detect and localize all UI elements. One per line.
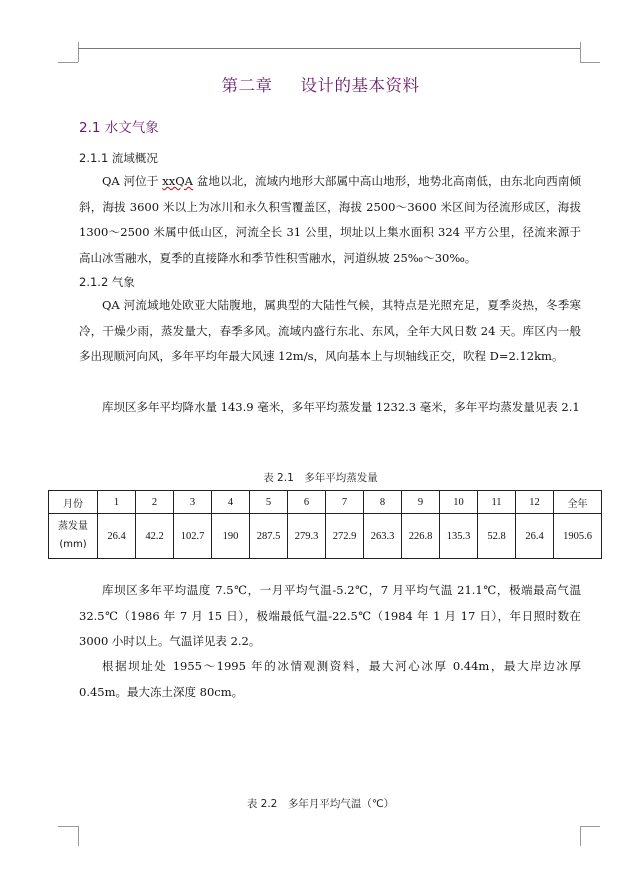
month-cell: 7 bbox=[326, 491, 364, 514]
corner-mark-top-left-v bbox=[78, 42, 79, 62]
value-cell: 279.3 bbox=[288, 514, 326, 559]
corner-mark-top-right-h bbox=[580, 62, 600, 63]
month-cell: 5 bbox=[250, 491, 288, 514]
value-cell: 135.3 bbox=[440, 514, 478, 559]
value-cell: 272.9 bbox=[326, 514, 364, 559]
value-cell: 52.8 bbox=[478, 514, 516, 559]
chapter-number: 第二章 bbox=[221, 76, 273, 95]
corner-mark-top-left-h bbox=[58, 62, 78, 63]
paragraph-temperature: 库坝区多年平均温度 7.5℃，一月平均气温-5.2℃，7 月平均气温 21.1℃，极端最高气温 32.5℃（1986 年 7 月 15 日），极端最低气温-22.5℃（1984 年 1 月 17 日），年日照时数在 3000 小时以上。气温详见表 2.2。 bbox=[79, 583, 581, 648]
table-header-row bbox=[49, 491, 602, 514]
table-values-row bbox=[49, 514, 602, 559]
section-heading: 2.1 水文气象 bbox=[79, 120, 159, 136]
month-cell: 3 bbox=[174, 491, 212, 514]
chapter-title bbox=[0, 72, 641, 96]
value-cell: 190 bbox=[212, 514, 250, 559]
month-cell-annual: 全年 bbox=[554, 491, 602, 514]
value-cell: 287.5 bbox=[250, 514, 288, 559]
subsection-heading-climate: 2.1.2 气象 bbox=[79, 275, 135, 289]
row-header-evaporation: 蒸发量 (mm) bbox=[49, 514, 98, 559]
table-2-2-caption: 表 2.2 多年月平均气温（℃） bbox=[246, 798, 395, 810]
value-cell: 263.3 bbox=[364, 514, 402, 559]
paragraph-precipitation: 库坝区多年平均降水量 143.9 毫米，多年平均蒸发量 1232.3 毫米，多年平均蒸发量见表 2.1 bbox=[102, 400, 580, 414]
corner-mark-bottom-left-h bbox=[58, 826, 78, 827]
spellcheck-underlined-word: xxQA bbox=[162, 174, 193, 188]
paragraph-climate: QA 河流域地处欧亚大陆腹地，属典型的大陆性气候，其特点是光照充足，夏季炎热，冬季寒冷，干燥少雨，蒸发量大，春季多风。流域内盛行东北、东风，全年大风日数 24 天。库区内一般多出现顺河向风，多年平均年最大风速 12m/s，风向基本上与坝轴线正交，吹程 D=2.12km。 bbox=[79, 298, 581, 363]
paragraph-basin-overview: QA 河位于 xxQA 盆地以北，流域内地形大部属中高山地形，地势北高南低，由东北向西南倾斜，海拔 3600 米以上为冰川和永久积雪覆盖区，海拔 2500～3600 米区间为径流形成区，海拔 1300～2500 米属中低山区，河流全长 31 公里，坝址以上集水面积 324 平方公里，径流来源于高山冰雪融水，夏季的直接降水和季节性积雪融水，河道纵坡 25‰～30‰。 bbox=[79, 174, 581, 265]
corner-mark-bottom-right-v bbox=[580, 826, 581, 846]
subsection-heading-basin: 2.1.1 流域概况 bbox=[79, 151, 158, 165]
value-cell: 102.7 bbox=[174, 514, 212, 559]
value-cell: 26.4 bbox=[98, 514, 136, 559]
paragraph-ice: 根据坝址处 1955～1995 年的冰情观测资料，最大河心冰厚 0.44m，最大岸边冰厚 0.45m。最大冻土深度 80cm。 bbox=[79, 659, 581, 699]
value-cell-annual: 1905.6 bbox=[554, 514, 602, 559]
value-cell: 26.4 bbox=[516, 514, 554, 559]
header-rule bbox=[78, 48, 580, 49]
evaporation-table bbox=[48, 490, 602, 559]
month-cell: 4 bbox=[212, 491, 250, 514]
month-cell: 8 bbox=[364, 491, 402, 514]
corner-mark-bottom-left-v bbox=[78, 826, 79, 846]
month-cell: 9 bbox=[402, 491, 440, 514]
month-cell: 2 bbox=[136, 491, 174, 514]
month-cell: 10 bbox=[440, 491, 478, 514]
month-cell: 11 bbox=[478, 491, 516, 514]
month-cell: 6 bbox=[288, 491, 326, 514]
month-cell: 1 bbox=[98, 491, 136, 514]
corner-mark-top-right-v bbox=[580, 42, 581, 62]
chapter-name: 设计的基本资料 bbox=[300, 76, 420, 95]
value-cell: 226.8 bbox=[402, 514, 440, 559]
corner-mark-bottom-right-h bbox=[580, 826, 600, 827]
row-header-month: 月份 bbox=[49, 491, 98, 514]
table-2-1-caption: 表 2.1 多年平均蒸发量 bbox=[263, 472, 378, 484]
month-cell: 12 bbox=[516, 491, 554, 514]
value-cell: 42.2 bbox=[136, 514, 174, 559]
